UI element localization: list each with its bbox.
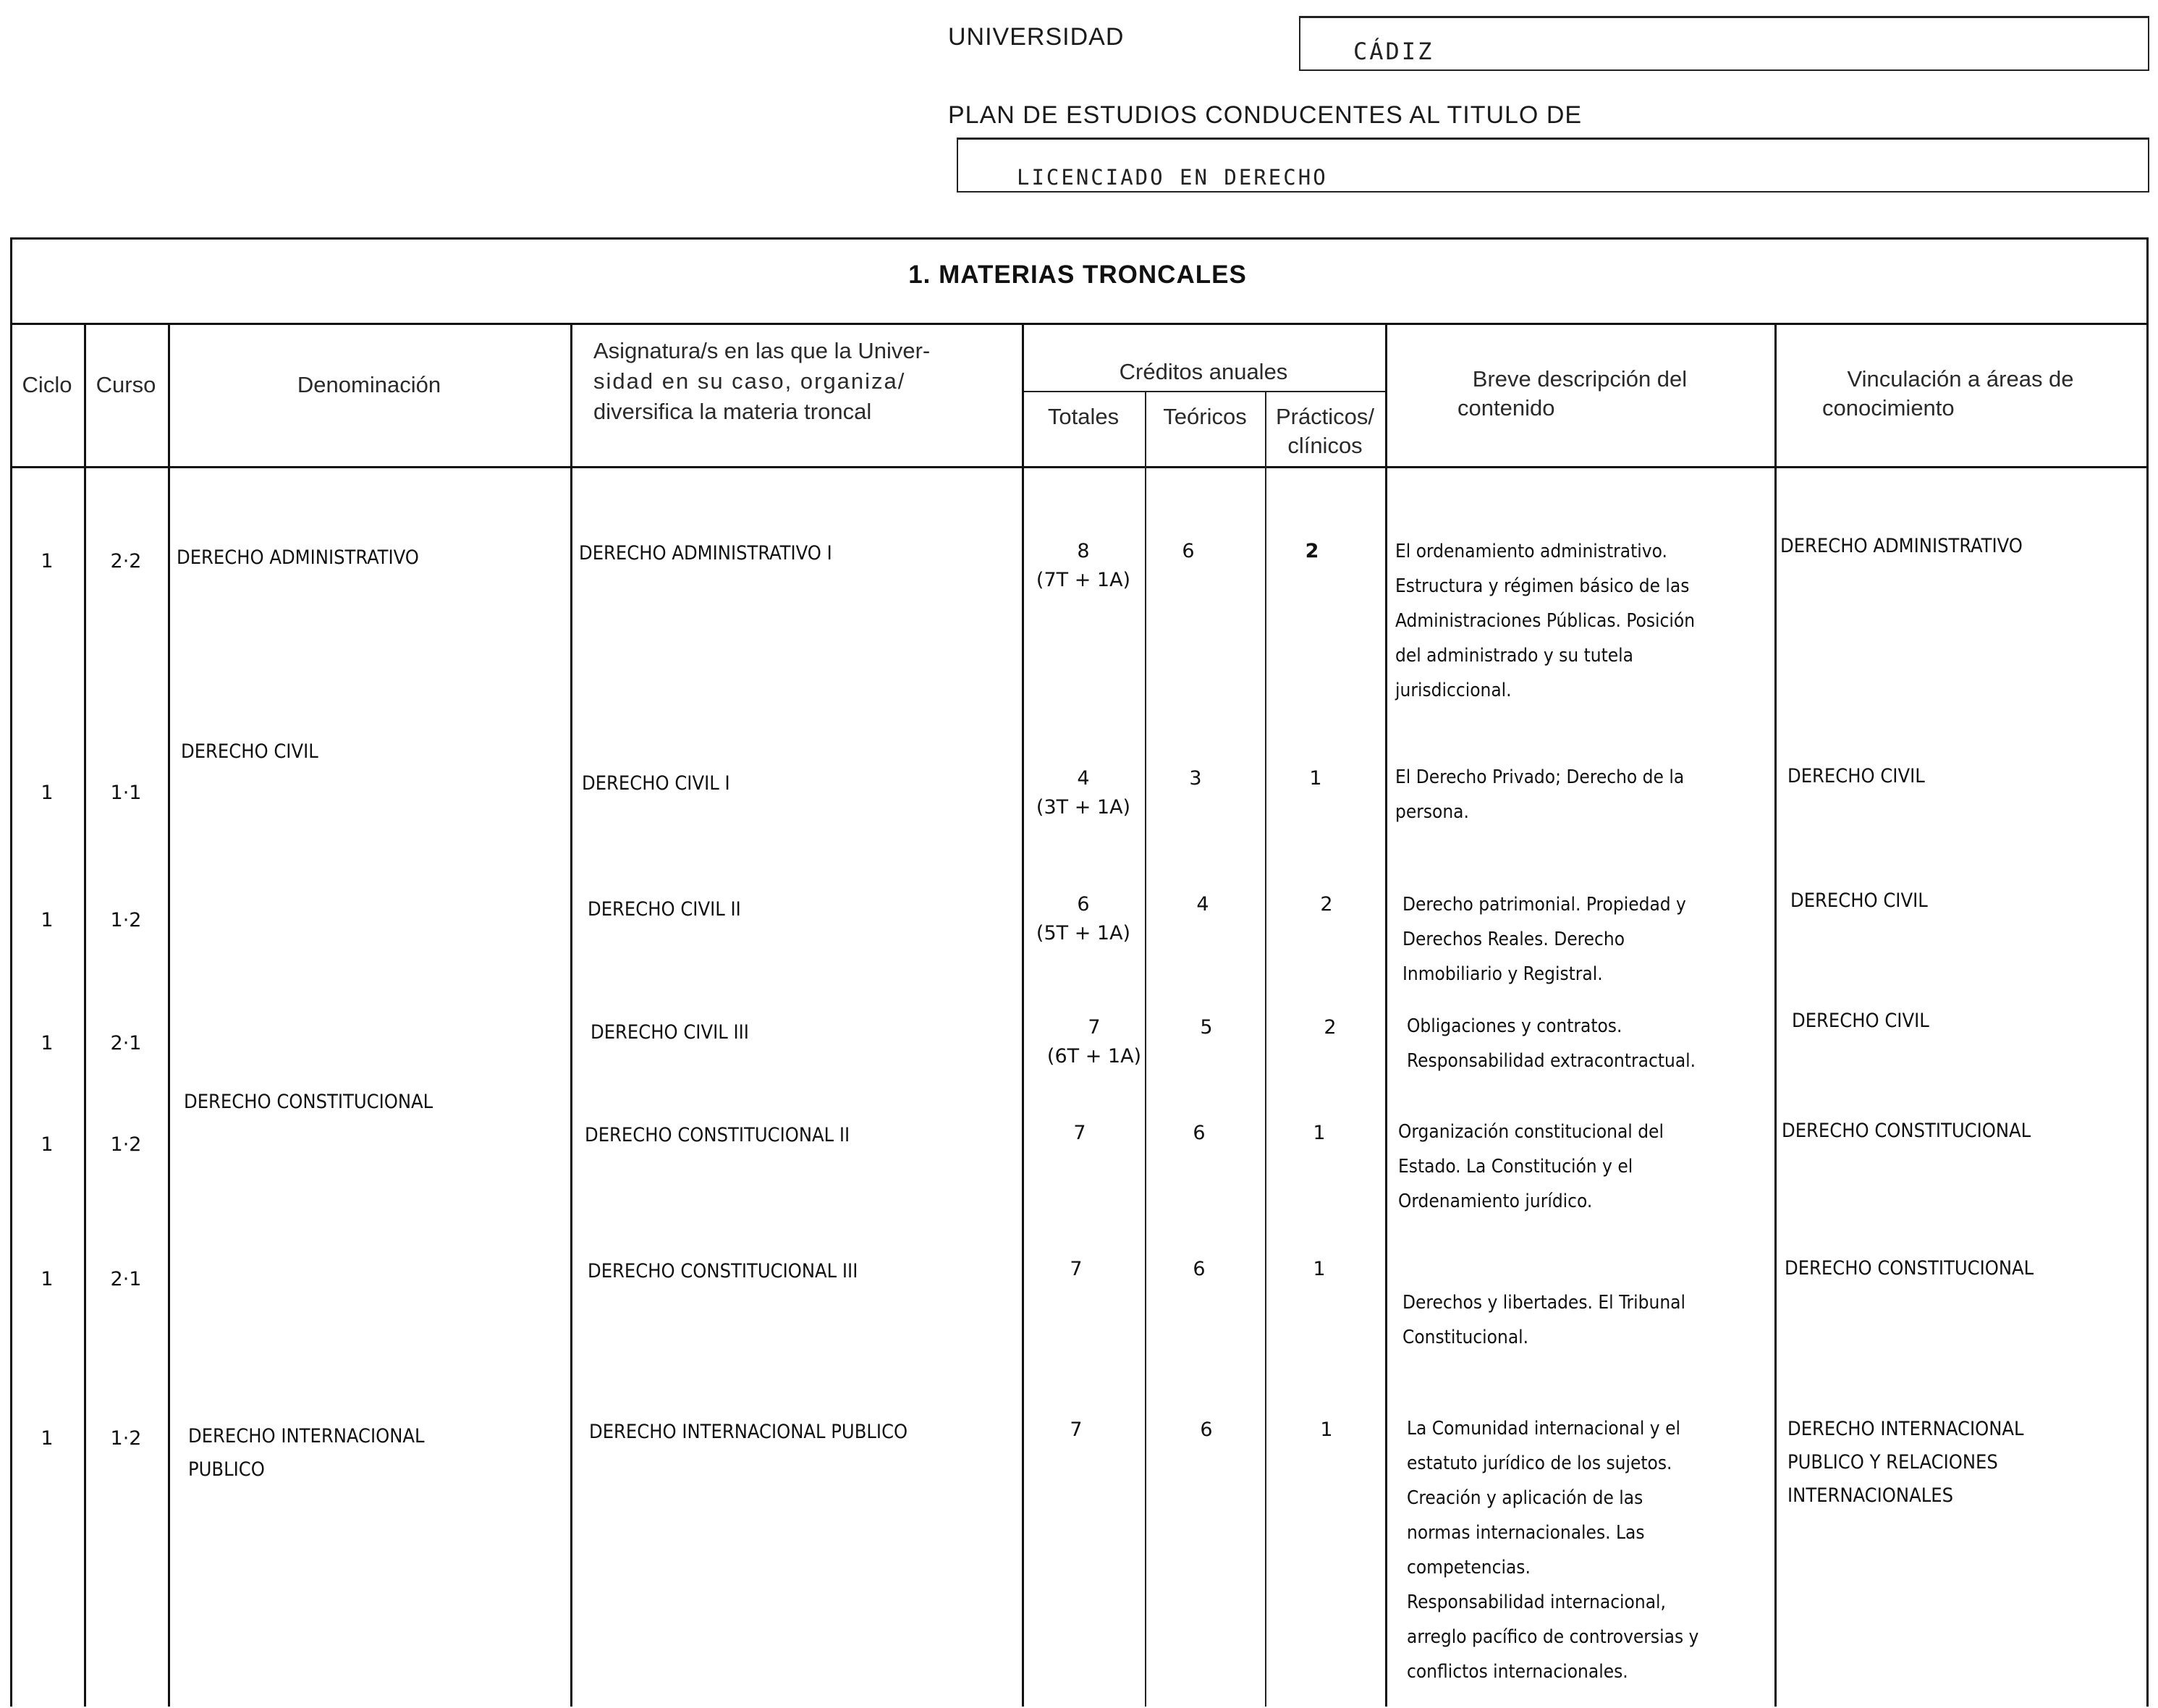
cell-curso: 1·2 bbox=[110, 1427, 142, 1450]
cell-denominacion: DERECHO CIVIL bbox=[181, 740, 318, 763]
titulo-value: LICENCIADO EN DERECHO bbox=[1017, 165, 1328, 190]
cell-totales: 4 (3T + 1A) bbox=[1036, 767, 1131, 819]
cell-curso: 1·2 bbox=[110, 909, 142, 931]
cell-teoricos: 3 bbox=[1189, 767, 1202, 790]
header-totales: Totales bbox=[1047, 404, 1120, 429]
header-descripcion: Breve descripción del contenido bbox=[1457, 366, 1688, 420]
cell-totales: 7 bbox=[1073, 1122, 1086, 1144]
cell-asignatura: DERECHO CIVIL I bbox=[582, 772, 730, 795]
cell-practicos: 2 bbox=[1320, 893, 1333, 916]
cell-vinculacion: DERECHO CIVIL bbox=[1792, 1010, 1929, 1032]
cell-asignatura: DERECHO INTERNACIONAL PUBLICO bbox=[589, 1421, 908, 1443]
cell-ciclo: 1 bbox=[41, 782, 54, 804]
cell-vinculacion: DERECHO CIVIL bbox=[1787, 765, 1925, 787]
cell-practicos: 1 bbox=[1320, 1419, 1333, 1441]
cell-denominacion: DERECHO ADMINISTRATIVO bbox=[177, 546, 419, 569]
cell-practicos: 2 bbox=[1324, 1016, 1337, 1039]
cell-ciclo: 1 bbox=[41, 909, 54, 931]
cell-practicos: 1 bbox=[1309, 767, 1322, 790]
cell-totales: 7 (6T + 1A) bbox=[1046, 1016, 1142, 1068]
cell-ciclo: 1 bbox=[41, 1268, 54, 1290]
header-denominacion: Denominación bbox=[297, 372, 441, 397]
cell-curso: 1·1 bbox=[110, 782, 142, 804]
header-asignatura: Asignatura/s en las que la Univer- sidad en su caso, organiza/ diversifica la materia troncal bbox=[593, 338, 931, 424]
universidad-value: CÁDIZ bbox=[1353, 38, 1434, 65]
cell-descripcion: Derechos y libertades. El Tribunal Constitucional. bbox=[1402, 1292, 1685, 1348]
cell-curso: 1·2 bbox=[110, 1133, 142, 1156]
cell-vinculacion: DERECHO CONSTITUCIONAL bbox=[1782, 1120, 2031, 1142]
cell-descripcion: La Comunidad internacional y el estatuto jurídico de los sujetos. Creación y aplicación de las normas internacionales. Las competencias. Responsabilidad internacional, arreglo pacífico de controversias y conflictos internacionales. bbox=[1407, 1418, 1699, 1683]
cell-ciclo: 1 bbox=[41, 1133, 54, 1156]
cell-descripcion: El Derecho Privado; Derecho de la persona. bbox=[1395, 766, 1685, 823]
cell-vinculacion: DERECHO ADMINISTRATIVO bbox=[1780, 535, 2023, 557]
header-teoricos: Teóricos bbox=[1163, 404, 1247, 429]
cell-descripcion: El ordenamiento administrativo. Estructura y régimen básico de las Administraciones Públicas. Posición del administrado y su tutela jurisdiccional. bbox=[1395, 541, 1696, 701]
header-creditos: Créditos anuales bbox=[1119, 359, 1288, 384]
cell-asignatura: DERECHO ADMINISTRATIVO I bbox=[579, 542, 832, 565]
cell-ciclo: 1 bbox=[41, 550, 54, 572]
cell-totales: 7 bbox=[1070, 1258, 1083, 1280]
cell-teoricos: 6 bbox=[1193, 1122, 1206, 1144]
cell-vinculacion: DERECHO CIVIL bbox=[1790, 889, 1928, 912]
table-title: 1. MATERIAS TRONCALES bbox=[908, 261, 1247, 289]
cell-curso: 2·1 bbox=[110, 1268, 142, 1290]
cell-ciclo: 1 bbox=[41, 1427, 54, 1450]
plan-label: PLAN DE ESTUDIOS CONDUCENTES AL TITULO DE bbox=[948, 101, 1583, 129]
cell-asignatura: DERECHO CONSTITUCIONAL II bbox=[585, 1124, 850, 1146]
cell-descripcion: Organización constitucional del Estado. La Constitución y el Ordenamiento jurídico. bbox=[1398, 1121, 1664, 1212]
cell-teoricos: 6 bbox=[1193, 1258, 1206, 1280]
cell-descripcion: Derecho patrimonial. Propiedad y Derechos Reales. Derecho Inmobiliario y Registral. bbox=[1402, 894, 1686, 985]
cell-teoricos: 6 bbox=[1200, 1419, 1213, 1441]
cell-teoricos: 6 bbox=[1182, 540, 1195, 562]
cell-practicos: 1 bbox=[1313, 1258, 1326, 1280]
cell-denominacion: DERECHO CONSTITUCIONAL bbox=[184, 1091, 433, 1113]
cell-curso: 2·2 bbox=[110, 550, 142, 572]
cell-totales: 6 (5T + 1A) bbox=[1036, 893, 1131, 944]
cell-totales: 8 (7T + 1A) bbox=[1036, 540, 1131, 591]
header-curso: Curso bbox=[96, 372, 156, 397]
cell-asignatura: DERECHO CIVIL II bbox=[588, 898, 741, 921]
cell-vinculacion: DERECHO INTERNACIONAL PUBLICO Y RELACIONES INTERNACIONALES bbox=[1787, 1418, 2024, 1507]
header-ciclo: Ciclo bbox=[22, 372, 72, 397]
cell-descripcion: Obligaciones y contratos. Responsabilidad extracontractual. bbox=[1407, 1015, 1696, 1072]
universidad-label: UNIVERSIDAD bbox=[948, 23, 1125, 51]
cell-teoricos: 5 bbox=[1200, 1016, 1213, 1039]
cell-ciclo: 1 bbox=[41, 1032, 54, 1054]
cell-totales: 7 bbox=[1070, 1419, 1083, 1441]
cell-practicos: 1 bbox=[1313, 1122, 1326, 1144]
cell-denominacion: DERECHO INTERNACIONAL PUBLICO bbox=[188, 1425, 425, 1481]
cell-asignatura: DERECHO CIVIL III bbox=[591, 1021, 749, 1044]
header-vinculacion: Vinculación a áreas de conocimiento bbox=[1822, 366, 2074, 420]
header-practicos: Prácticos/ clínicos bbox=[1275, 404, 1375, 458]
cell-curso: 2·1 bbox=[110, 1032, 142, 1054]
cell-vinculacion: DERECHO CONSTITUCIONAL bbox=[1785, 1257, 2034, 1280]
cell-asignatura: DERECHO CONSTITUCIONAL III bbox=[588, 1260, 858, 1282]
cell-teoricos: 4 bbox=[1196, 893, 1209, 916]
cell-practicos: 2 bbox=[1305, 540, 1319, 562]
